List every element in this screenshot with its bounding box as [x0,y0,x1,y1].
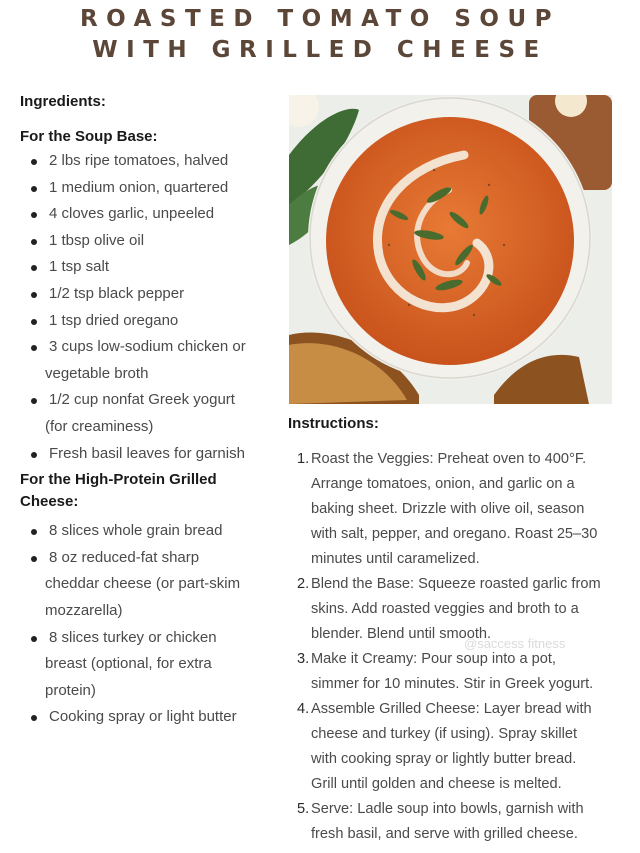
ingredient-text: vegetable broth [45,364,149,382]
ingredient-text: 1 medium onion, quartered [49,178,229,196]
bullet-icon [31,452,37,458]
ingredient-item [20,518,282,545]
ingredient-text: 1 tsp salt [49,258,110,276]
step-text: Roast the Veggies: Preheat oven to 400°F. [311,451,587,467]
ingredient-item [20,704,282,731]
ingredient-item [20,308,282,335]
ingredient-item [20,228,282,255]
step-text: skins. Add roasted veggies and broth to a [311,601,579,617]
title-line-1: ROASTED TOMATO SOUP [79,6,561,32]
step-text: Assemble Grilled Cheese: Layer bread with [311,701,592,717]
step-number: 1. [297,451,310,467]
step-text: cheese and turkey (if using). Spray skillet [311,726,578,742]
instructions-heading: Instructions: [288,415,379,432]
ingredient-text: 1/2 cup nonfat Greek yogurt [49,391,235,409]
ingredient-text: (for creaminess) [45,417,154,435]
ingredient-text: 4 cloves garlic, unpeeled [49,205,215,223]
ingredient-text: 8 slices turkey or chicken [49,628,217,646]
ingredient-text: Cooking spray or light butter [49,708,237,726]
bullet-icon [31,239,37,245]
ingredient-item [20,625,282,705]
ingredient-text: cheddar cheese (or part-skim [45,575,241,593]
step-text: minutes until caramelized. [311,551,480,567]
step-text: with salt, pepper, and oregano. Roast 25–30 [311,526,598,542]
step-number: 2. [297,576,310,592]
ingredients-column [20,91,282,733]
ingredient-text: 1/2 tsp black pepper [49,284,185,302]
soup-base-heading: For the Soup Base: [20,128,158,145]
bullet-icon [31,319,37,325]
ingredient-text: protein) [45,681,96,699]
bullet-icon [31,398,37,404]
ingredient-item [20,545,282,625]
step-text: simmer for 10 minutes. Stir in Greek yogurt. [311,676,594,692]
step-text: baking sheet. Drizzle with olive oil, season [311,501,585,517]
instruction-step [297,447,632,572]
ingredient-item [20,334,282,387]
soup-photo [289,95,612,404]
grilled-cheese-heading-line-2: Cheese: [20,493,79,511]
instruction-step [297,647,632,697]
step-text: Grill until golden and cheese is melted. [311,776,562,792]
step-text: Serve: Ladle soup into bowls, garnish with [311,801,584,817]
soup-bowl-illustration [289,95,612,404]
ingredient-text: 1 tsp dried oregano [49,311,179,329]
step-text: Arrange tomatoes, onion, and garlic on a [311,476,575,492]
ingredient-item [20,175,282,202]
bullet-icon [31,186,37,192]
step-text: Make it Creamy: Pour soup into a pot, [311,651,556,667]
ingredient-item [20,148,282,175]
ingredient-text: 2 lbs ripe tomatoes, halved [49,152,229,169]
ingredient-item [20,201,282,228]
bullet-icon [31,529,37,535]
bullet-icon [31,292,37,298]
bullet-icon [31,345,37,351]
ingredient-text: 8 oz reduced-fat sharp [49,548,200,566]
bullet-icon [31,556,37,562]
bullet-icon [31,159,37,165]
ingredient-text: 1 tbsp olive oil [49,231,145,249]
cheese-ingredients-list [20,518,282,731]
step-text: with cooking spray or lightly butter bread. [311,751,577,767]
ingredient-item [20,254,282,281]
ingredient-text: 3 cups low-sodium chicken or [49,338,246,356]
ingredient-text: breast (optional, for extra [45,655,212,673]
grilled-cheese-heading-line-1: For the High-Protein Grilled [20,471,217,489]
step-text: fresh basil, and serve with grilled cheese. [311,826,578,842]
ingredient-text: mozzarella) [45,601,123,619]
instruction-step [297,797,632,847]
watermark-text: @saccess fitness [464,636,566,651]
recipe-title [0,4,640,66]
bullet-icon [31,212,37,218]
bullet-icon [31,636,37,642]
ingredient-item [20,281,282,308]
title-line-2: WITH GRILLED CHEESE [92,37,548,63]
ingredient-text: Fresh basil leaves for garnish [49,444,245,462]
ingredients-heading: Ingredients: [20,93,106,110]
grilled-cheese-heading [20,469,282,513]
step-text: blender. Blend until smooth. [311,626,492,642]
step-number: 4. [297,701,310,717]
ingredient-text: 8 slices whole grain bread [49,522,223,540]
step-number: 5. [297,801,310,817]
bullet-icon [31,715,37,721]
instruction-step [297,697,632,797]
soup-ingredients-list [20,148,282,467]
step-text: Blend the Base: Squeeze roasted garlic from [311,576,601,592]
step-number: 3. [297,651,310,667]
ingredient-item [20,387,282,440]
ingredient-item [20,441,282,468]
bullet-icon [31,265,37,271]
